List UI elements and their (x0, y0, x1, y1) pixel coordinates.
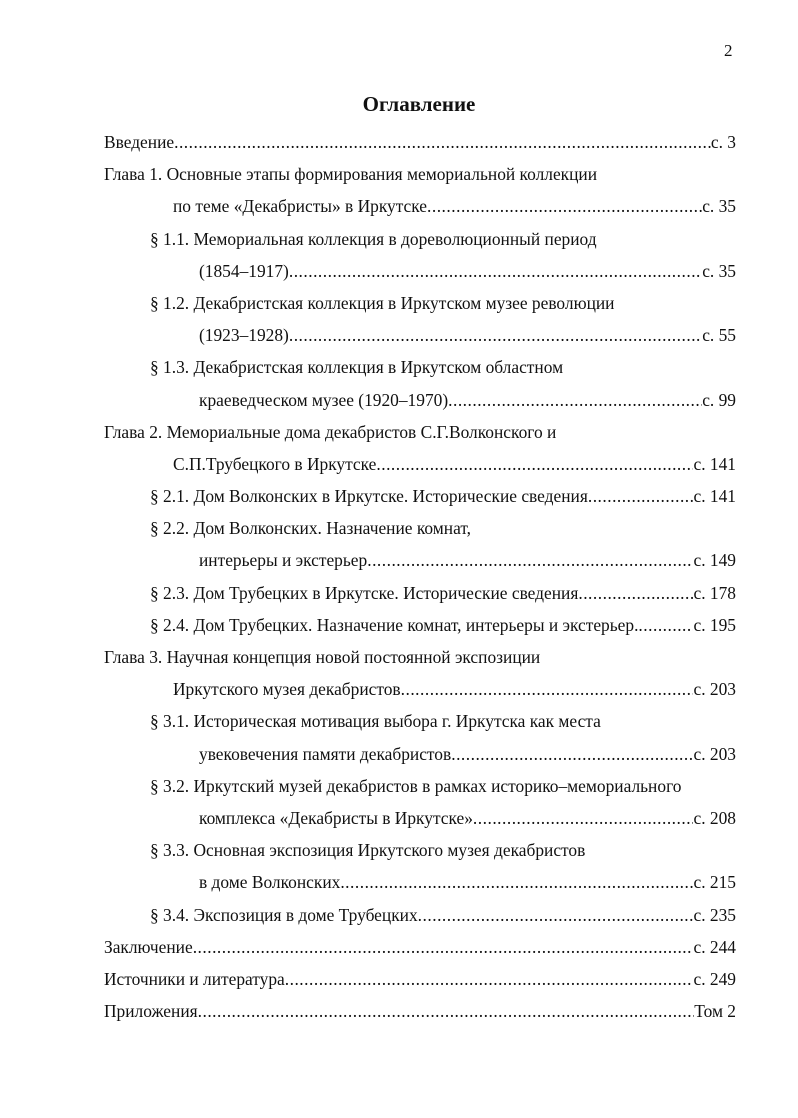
toc-entry (104, 351, 736, 383)
toc-entry-text: § 1.1. Мемориальная коллекция в дореволюционный период (150, 228, 597, 249)
toc-entry (104, 705, 736, 737)
leader-dots (448, 384, 702, 416)
toc-entry-page: с. 235 (693, 904, 736, 925)
toc-entry (104, 834, 736, 866)
toc-entry-page: с. 195 (693, 614, 736, 635)
toc-entry-text: Приложения (104, 1001, 198, 1022)
toc-entry-text: увековечения памяти декабристов (199, 743, 452, 764)
toc-entry-page: с. 203 (693, 679, 736, 700)
toc-entry-text: в доме Волконских (199, 872, 341, 893)
toc-entry-text: § 2.1. Дом Волконских в Иркутске. Исторические сведения (150, 486, 588, 507)
toc-entry (104, 126, 736, 158)
toc-entry (104, 223, 736, 255)
toc-entry-text: § 2.3. Дом Трубецких в Иркутске. Исторические сведения (150, 582, 579, 603)
toc-entry (104, 931, 736, 963)
toc-entry (104, 866, 736, 898)
toc-entry-text: Глава 1. Основные этапы формирования мемориальной коллекции (104, 164, 598, 185)
toc-entry (104, 802, 736, 834)
toc-entry-text: краеведческом музее (1920–1970) (199, 389, 449, 410)
toc-entry-text: Введение (104, 132, 175, 152)
toc-entry-text: Иркутского музея декабристов (173, 679, 401, 700)
toc-entry-page: с. 141 (693, 486, 736, 507)
leader-dots (418, 899, 694, 931)
page-number: 2 (724, 41, 733, 60)
toc-entry-page: с. 55 (702, 325, 736, 346)
toc-entry-page: с. 208 (693, 807, 736, 828)
leader-dots (193, 931, 694, 963)
toc-entry (104, 544, 736, 576)
toc-entry-text: (1854–1917) (199, 260, 289, 281)
toc-entry-page: с. 149 (693, 550, 736, 571)
table-of-contents (104, 126, 736, 1027)
toc-entry (104, 963, 736, 995)
toc-entry (104, 673, 736, 705)
toc-entry-page: с. 215 (693, 872, 736, 893)
toc-entry-text: § 3.3. Основная экспозиция Иркутского музея декабристов (150, 840, 586, 861)
toc-entry-text: § 1.3. Декабристская коллекция в Иркутском областном (150, 357, 564, 378)
leader-dots (289, 255, 702, 287)
toc-entry-page: с. 35 (702, 260, 736, 281)
toc-entry-text: § 3.2. Иркутский музей декабристов в рамках историко–мемориального (150, 775, 682, 796)
toc-entry-page: с. 35 (702, 196, 736, 217)
toc-entry-text: § 3.1. Историческая мотивация выбора г. Иркутска как места (150, 711, 601, 732)
toc-entry-text: интерьеры и экстерьер (199, 550, 368, 571)
leader-dots (473, 802, 694, 834)
leader-dots (451, 738, 693, 770)
toc-entry-page: с. 249 (693, 968, 736, 989)
leader-dots (588, 480, 694, 512)
toc-entry (104, 609, 736, 641)
toc-entry (104, 512, 736, 544)
leader-dots (285, 963, 694, 995)
toc-entry (104, 738, 736, 770)
toc-entry-text: (1923–1928) (199, 325, 289, 346)
toc-entry (104, 577, 736, 609)
toc-entry-text: § 3.4. Экспозиция в доме Трубецких (150, 904, 418, 925)
toc-entry (104, 190, 736, 222)
toc-entry-text: § 2.2. Дом Волконских. Назначение комнат, (150, 518, 472, 539)
leader-dots (340, 866, 693, 898)
toc-entry (104, 480, 736, 512)
toc-entry (104, 995, 736, 1027)
toc-entry-page: с. 178 (693, 582, 736, 603)
toc-entry (104, 255, 736, 287)
toc-entry (104, 287, 736, 319)
leader-dots (376, 448, 693, 480)
toc-entry-text: Источники и литература (104, 968, 285, 989)
toc-entry-page: с. 3 (710, 132, 736, 152)
toc-entry-page: с. 244 (693, 936, 736, 957)
toc-entry-text: по теме «Декабристы» в Иркутске (173, 196, 428, 217)
toc-title: Оглавление (362, 92, 476, 116)
toc-entry-text: § 1.2. Декабристская коллекция в Иркутском музее революции (150, 292, 615, 313)
toc-entry-page: с. 99 (702, 389, 736, 410)
toc-entry-text: Глава 2. Мемориальные дома декабристов С.Г.Волконского и (104, 421, 557, 442)
toc-entry-page: с. 203 (693, 743, 736, 764)
toc-entry-page: Том 2 (694, 1001, 736, 1022)
toc-entry-text: Глава 3. Научная концепция новой постоянной экспозиции (104, 647, 541, 667)
leader-dots (198, 995, 695, 1027)
toc-entry (104, 770, 736, 802)
leader-dots (638, 609, 693, 641)
toc-entry (104, 448, 736, 480)
toc-entry (104, 899, 736, 931)
toc-entry-page: с. 141 (693, 453, 736, 474)
toc-entry (104, 158, 736, 190)
leader-dots (367, 544, 693, 576)
leader-dots (174, 126, 711, 158)
toc-entry (104, 319, 736, 351)
toc-entry-text: С.П.Трубецкого в Иркутске (173, 453, 377, 474)
toc-entry-text: комплекса «Декабристы в Иркутске» (199, 807, 473, 828)
toc-entry-text: § 2.4. Дом Трубецких. Назначение комнат, интерьеры и экстерьер. (150, 614, 639, 635)
toc-entry (104, 641, 736, 673)
leader-dots (578, 577, 693, 609)
toc-entry (104, 384, 736, 416)
toc-entry-text: Заключение (104, 936, 193, 957)
leader-dots (427, 190, 702, 222)
leader-dots (401, 673, 694, 705)
leader-dots (289, 319, 702, 351)
toc-entry (104, 416, 736, 448)
